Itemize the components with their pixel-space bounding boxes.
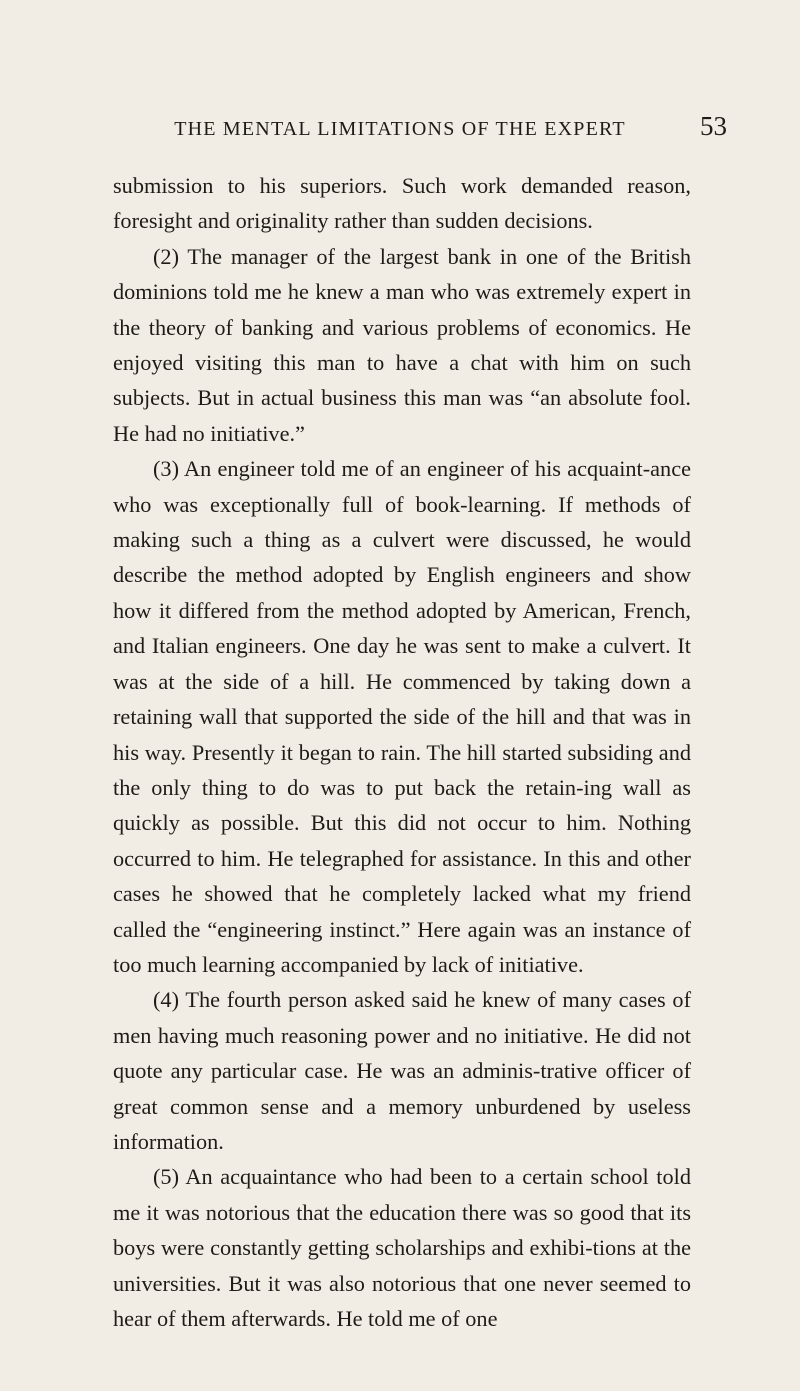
paragraph-3: (3) An engineer told me of an engineer of his acquaint-ance who was exceptionally full of book-learning. If methods of making such a thing as a culvert were discussed, he would describe the method adopted by English engineers and show how it differed from the method adopted by American, French, and Italian engineers. One day he was sent to make a culvert. It was at the side of a hill. He commenced by taking down a retaining wall that supported the side of the hill and that was in his way. Presently it began to rain. The hill started subsiding and the only thing to do was to put back the retain-ing wall as quickly as possible. But this did not occur to him. Nothing occurred to him. He telegraphed for assistance. In this and other cases he showed that he completely lacked what my friend called the “engineering instinct.” Here again was an instance of too much learning accompanied by lack of initiative. (113, 456, 691, 977)
body-text (113, 168, 691, 1336)
page-number: 53 (700, 111, 727, 141)
paragraph-continuation: submission to his superiors. Such work demanded reason, foresight and originality rather than sudden decisions. (113, 173, 691, 234)
paragraph-2: (2) The manager of the largest bank in one of the British dominions told me he knew a man who was extremely expert in the theory of banking and various problems of economics. He enjoyed visiting this man to have a chat with him on such subjects. But in actual business this man was “an absolute fool. He had no initiative.” (113, 243, 691, 446)
running-head: THE MENTAL LIMITATIONS OF THE EXPERT (174, 118, 626, 140)
paragraph-4: (4) The fourth person asked said he knew of many cases of men having much reasoning power and no initiative. He did not quote any particular case. He was an adminis-trative officer of great common sense and a memory unburdened by useless information. (113, 987, 691, 1154)
paragraph-5: (5) An acquaintance who had been to a certain school told me it was notorious that the education there was so good that its boys were constantly getting scholarships and exhibi-tions at the universities. But it was also notorious that one never seemed to hear of them afterwards. He told me of one (113, 1164, 691, 1331)
